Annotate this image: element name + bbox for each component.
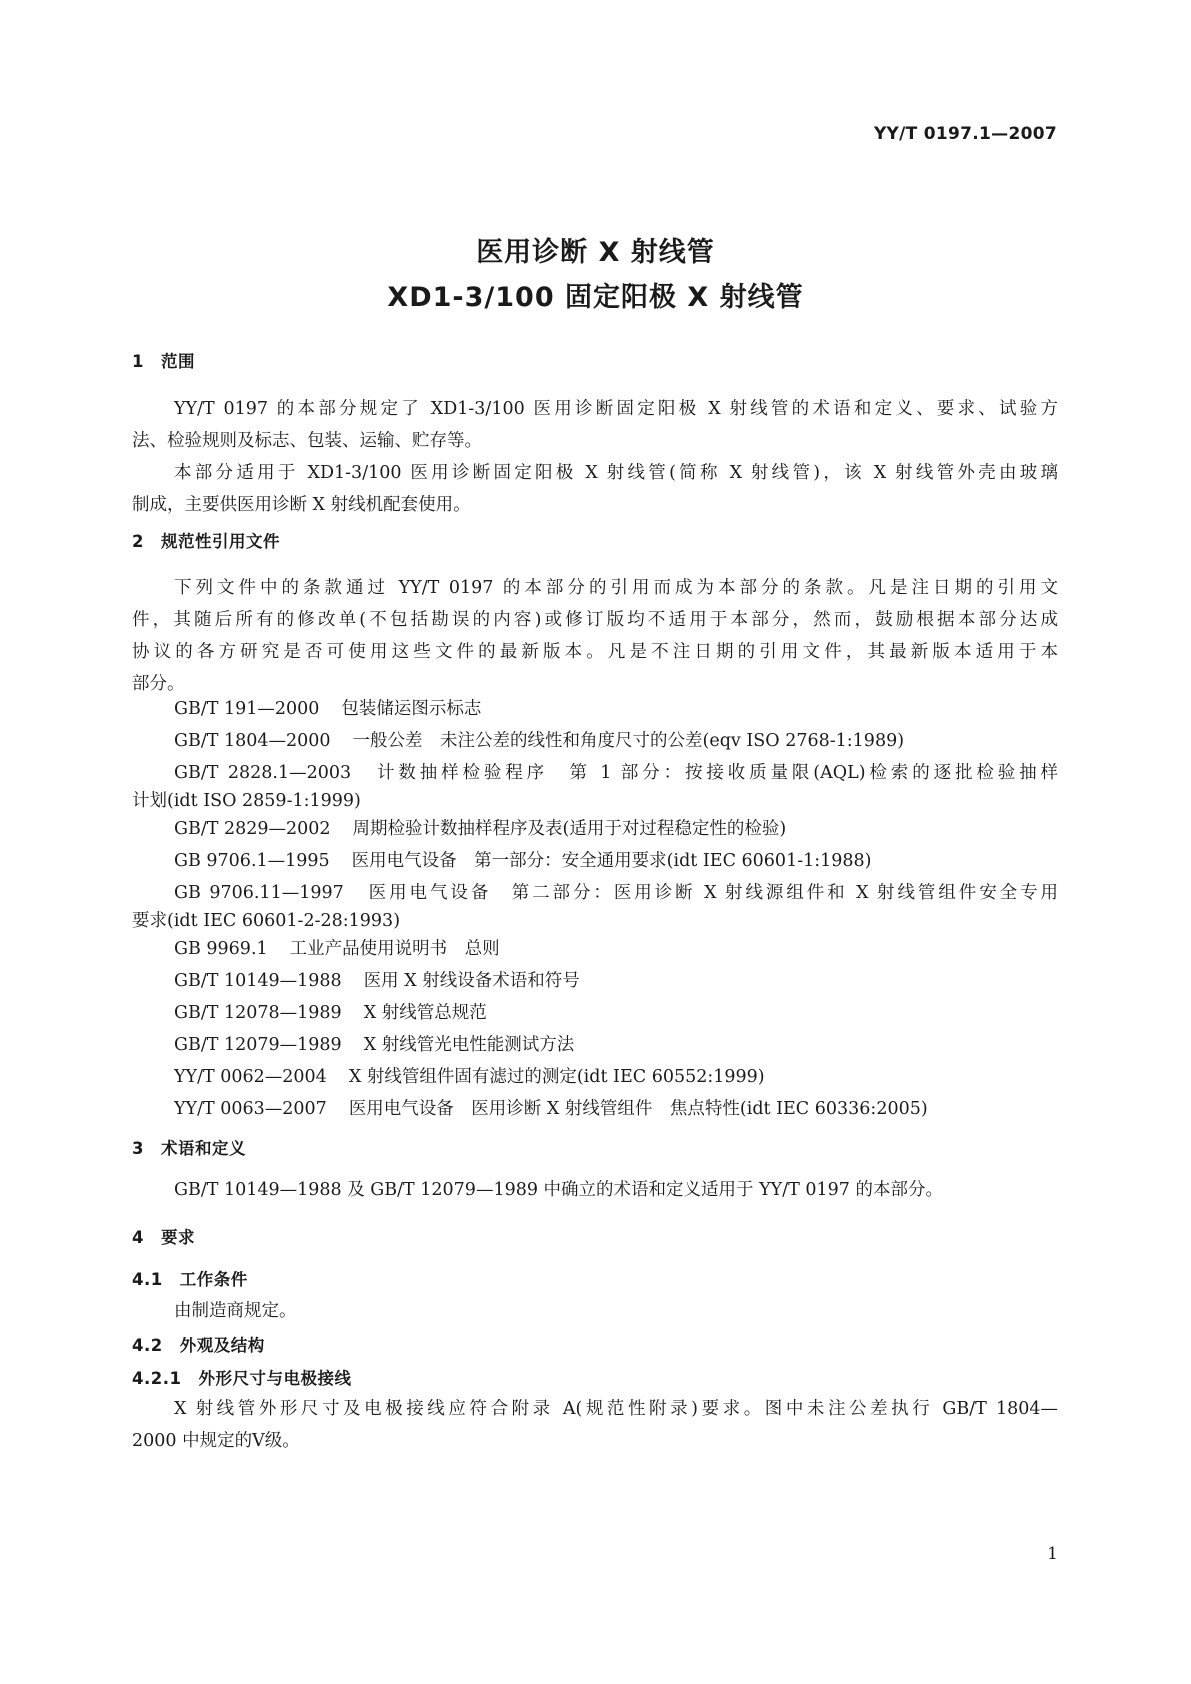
section-3-paragraph: GB/T 10149—1988 及 GB/T 12079—1989 中确立的术语和定义适用于 YY/T 0197 的本部分。 <box>174 1180 943 1200</box>
reference-code: GB 9706.11—1997 <box>174 883 344 903</box>
reference-code: GB/T 1804—2000 <box>174 731 331 751</box>
reference-title: 医用电气设备 第一部分：安全通用要求(idt IEC 60601-1:1988) <box>351 851 872 871</box>
reference-title: X 射线管光电性能测试方法 <box>363 1035 575 1055</box>
reference-title: 工业产品使用说明书 总则 <box>289 939 500 959</box>
reference-item <box>174 697 1100 721</box>
reference-title: 包装储运图示标志 <box>341 699 482 719</box>
reference-code: GB/T 12078—1989 <box>174 1003 342 1023</box>
reference-item <box>174 729 1100 753</box>
section-2-paragraph-line-2: 件，其随后所有的修改单(不包括勘误的内容)或修订版均不适用于本部分，然而，鼓励根据本部分达成 <box>132 610 1058 630</box>
section-4-2-1-heading: 4.2.1 外形尺寸与电极接线 <box>132 1369 352 1388</box>
reference-continuation: 计划(idt ISO 2859-1:1999) <box>132 791 361 811</box>
reference-item <box>174 1097 1100 1121</box>
reference-title: 医用 X 射线设备术语和符号 <box>363 971 580 991</box>
section-1-paragraph-2-line-1: 本部分适用于 XD1-3/100 医用诊断固定阳极 X 射线管(简称 X 射线管)，该 X 射线管外壳由玻璃 <box>174 463 1058 483</box>
reference-code: GB/T 2829—2002 <box>174 819 331 839</box>
reference-title: X 射线管总规范 <box>363 1003 487 1023</box>
reference-title: 医用电气设备 医用诊断 X 射线管组件 焦点特性(idt IEC 60336:2005) <box>348 1099 928 1119</box>
section-4-heading: 4 要求 <box>132 1228 195 1247</box>
reference-continuation: 要求(idt IEC 60601-2-28:1993) <box>132 911 401 931</box>
section-1-heading: 1 范围 <box>132 352 195 371</box>
reference-code: GB 9706.1—1995 <box>174 851 330 871</box>
reference-item <box>174 1033 1100 1057</box>
document-title-line2: XD1-3/100 固定阳极 X 射线管 <box>387 282 804 313</box>
reference-item <box>174 817 1100 841</box>
reference-item <box>174 849 1100 873</box>
reference-item <box>174 937 1100 961</box>
reference-code: GB/T 10149—1988 <box>174 971 342 991</box>
section-1-paragraph-1-line-1: YY/T 0197 的本部分规定了 XD1-3/100 医用诊断固定阳极 X 射线管的术语和定义、要求、试验方 <box>174 399 1058 419</box>
reference-code: GB 9969.1 <box>174 939 268 959</box>
section-2-paragraph-line-4: 部分。 <box>132 674 185 694</box>
reference-code: GB/T 191—2000 <box>174 699 320 719</box>
section-4-2-1-text-line-2: 2000 中规定的Ⅴ级。 <box>132 1431 300 1451</box>
reference-code: GB/T 12079—1989 <box>174 1035 342 1055</box>
reference-title: 医用电气设备 第二部分：医用诊断 X 射线源组件和 X 射线管组件安全专用 <box>365 883 1059 903</box>
section-3-heading: 3 术语和定义 <box>132 1139 246 1158</box>
section-4-1-text: 由制造商规定。 <box>174 1301 297 1321</box>
section-4-2-heading: 4.2 外观及结构 <box>132 1336 265 1355</box>
section-1-paragraph-1-line-2: 法、检验规则及标志、包装、运输、贮存等。 <box>132 431 482 451</box>
reference-item <box>174 881 1058 905</box>
document-title-line1: 医用诊断 X 射线管 <box>476 237 715 268</box>
reference-item <box>174 761 1058 785</box>
section-4-2-1-text-line-1: X 射线管外形尺寸及电极接线应符合附录 A(规范性附录)要求。图中未注公差执行 GB/T 1804— <box>174 1399 1058 1419</box>
section-4-1-heading: 4.1 工作条件 <box>132 1270 248 1289</box>
section-2-paragraph-line-3: 协议的各方研究是否可使用这些文件的最新版本。凡是不注日期的引用文件，其最新版本适用于本 <box>132 642 1058 662</box>
reference-code: YY/T 0062—2004 <box>174 1067 327 1087</box>
reference-title: 一般公差 未注公差的线性和角度尺寸的公差(eqv ISO 2768-1:1989) <box>352 731 905 751</box>
reference-code: YY/T 0063—2007 <box>174 1099 327 1119</box>
section-2-paragraph-line-1: 下列文件中的条款通过 YY/T 0197 的本部分的引用而成为本部分的条款。凡是注日期的引用文 <box>174 578 1058 598</box>
reference-item <box>174 969 1100 993</box>
standard-code: YY/T 0197.1—2007 <box>873 124 1057 144</box>
section-1-paragraph-2-line-2: 制成，主要供医用诊断 X 射线机配套使用。 <box>132 495 471 515</box>
reference-title: 计数抽样检验程序 第 1 部分：按接收质量限(AQL)检索的逐批检验抽样 <box>373 763 1058 783</box>
reference-title: X 射线管组件固有滤过的测定(idt IEC 60552:1999) <box>348 1067 765 1087</box>
reference-title: 周期检验计数抽样程序及表(适用于对过程稳定性的检验) <box>352 819 787 839</box>
page-number: 1 <box>1047 1544 1058 1564</box>
section-2-heading: 2 规范性引用文件 <box>132 532 280 551</box>
reference-item <box>174 1065 1100 1089</box>
reference-item <box>174 1001 1100 1025</box>
reference-code: GB/T 2828.1—2003 <box>174 763 352 783</box>
